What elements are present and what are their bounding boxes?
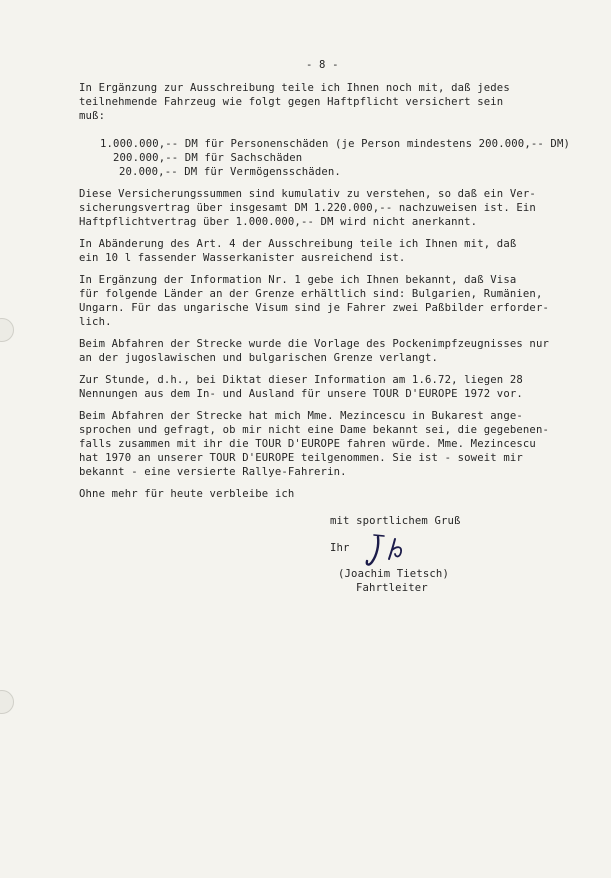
text-line: ein 10 l fassender Wasserkanister ausreichend ist. [79, 252, 406, 264]
text-line: hat 1970 an unserer TOUR D'EUROPE teilgenommen. Sie ist - soweit mir [79, 452, 523, 464]
text-line: Ungarn. Für das ungarische Visum sind je Fahrer zwei Paßbilder erforder- [79, 302, 550, 314]
text-line: In Abänderung des Art. 4 der Ausschreibung teile ich Ihnen mit, daß [79, 238, 517, 250]
signatory-role: Fahrtleiter [356, 582, 428, 594]
text-line: falls zusammen mit ihr die TOUR D'EUROPE fahren würde. Mme. Mezincescu [79, 438, 536, 450]
closing-ihr: Ihr [330, 542, 350, 554]
text-line: Haftpflichtvertrag über 1.000.000,-- DM wird nicht anerkannt. [79, 216, 478, 228]
text-line: bekannt - eine versierte Rallye-Fahrerin. [79, 466, 347, 478]
text-line: an der jugoslawischen und bulgarischen Grenze verlangt. [79, 352, 439, 364]
text-line: In Ergänzung der Information Nr. 1 gebe ich Ihnen bekannt, daß Visa [79, 274, 517, 286]
text-line: teilnehmende Fahrzeug wie folgt gegen Haftpflicht versichert sein [79, 96, 504, 108]
coverage-line: 200.000,-- DM für Sachschäden [113, 152, 303, 164]
signatory-name: (Joachim Tietsch) [338, 568, 449, 580]
text-line: Ohne mehr für heute verbleibe ich [79, 488, 295, 500]
text-line: Beim Abfahren der Strecke hat mich Mme. Mezincescu in Bukarest ange- [79, 410, 523, 422]
closing-greeting: mit sportlichem Gruß [330, 515, 461, 527]
text-line: sprochen und gefragt, ob mir nicht eine Dame bekannt sei, die gegebenen- [79, 424, 550, 436]
text-line: In Ergänzung zur Ausschreibung teile ich Ihnen noch mit, daß jedes [79, 82, 510, 94]
text-line: Diese Versicherungssummen sind kumulativ zu verstehen, so daß ein Ver- [79, 188, 536, 200]
punch-hole [0, 690, 14, 714]
text-line: Zur Stunde, d.h., bei Diktat dieser Information am 1.6.72, liegen 28 [79, 374, 523, 386]
text-line: lich. [79, 316, 112, 328]
text-line: muß: [79, 110, 106, 122]
coverage-line: 20.000,-- DM für Vermögensschäden. [119, 166, 341, 178]
handwritten-signature [362, 531, 410, 573]
text-line: für folgende Länder an der Grenze erhältlich sind: Bulgarien, Rumänien, [79, 288, 543, 300]
text-line: sicherungsvertrag über insgesamt DM 1.220.000,-- nachzuweisen ist. Ein [79, 202, 536, 214]
punch-hole [0, 318, 14, 342]
coverage-line: 1.000.000,-- DM für Personenschäden (je Person mindestens 200.000,-- DM) [100, 138, 571, 150]
text-line: Beim Abfahren der Strecke wurde die Vorlage des Pockenimpfzeugnisses nur [79, 338, 550, 350]
page-number: - 8 - [306, 59, 339, 71]
text-line: Nennungen aus dem In- und Ausland für unsere TOUR D'EUROPE 1972 vor. [79, 388, 523, 400]
